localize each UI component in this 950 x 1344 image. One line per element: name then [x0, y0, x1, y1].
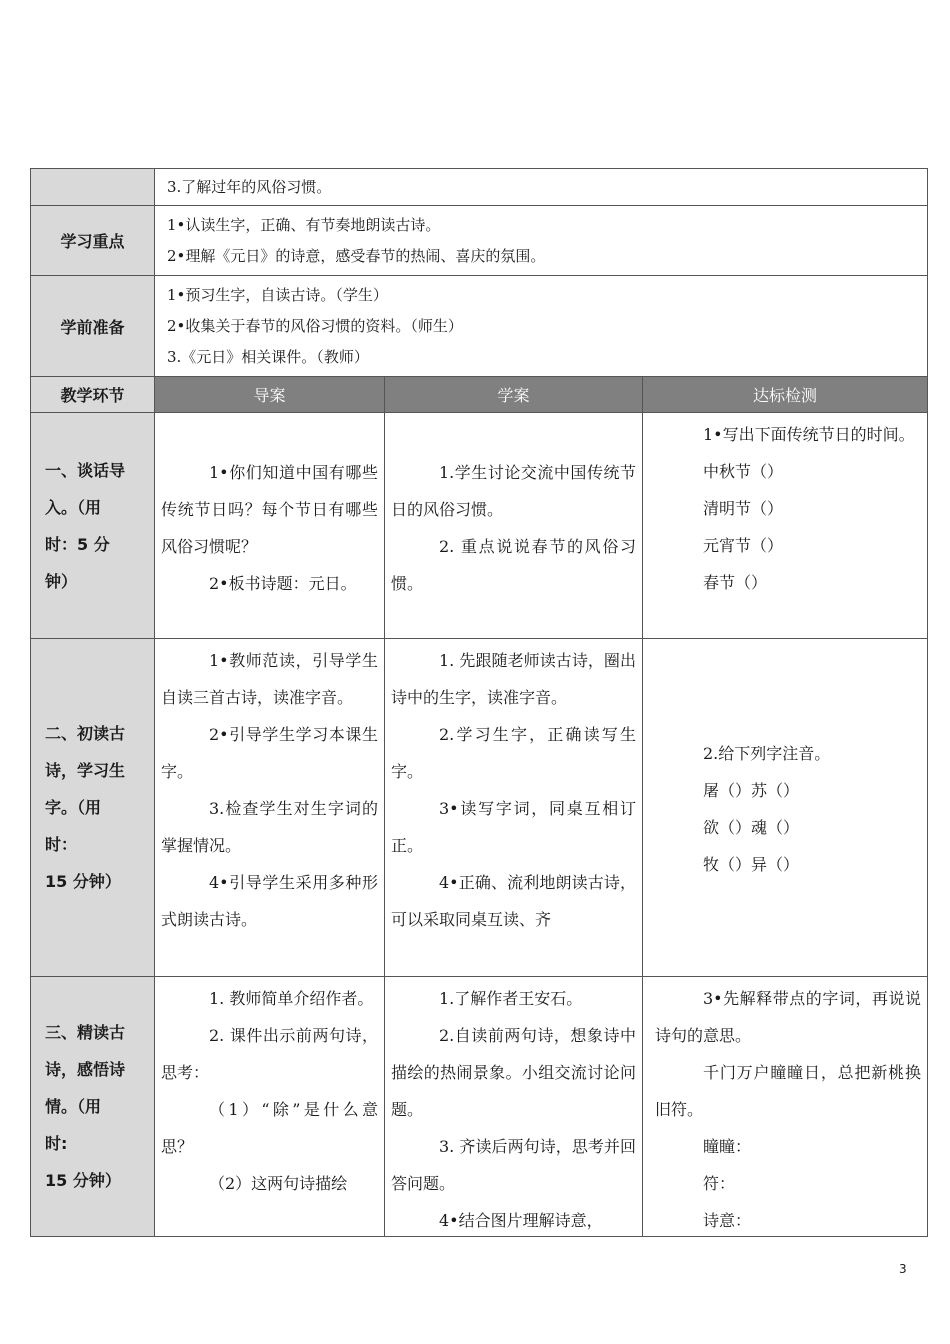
section-2-title-line: 诗，学习生: [45, 761, 126, 780]
guide-item: 2. 课件出示前两句诗，思考：: [161, 1026, 378, 1082]
check-item: 3•先解释带点的字词，再说说诗句的意思。: [655, 989, 921, 1045]
section-2-title-line: 15 分钟）: [45, 872, 121, 891]
guide-item: 1•你们知道中国有哪些传统节日吗？每个节日有哪些风俗习惯呢？: [161, 462, 378, 556]
page-number: 3: [899, 1262, 907, 1276]
check-item: 欲（）魂（）: [703, 818, 800, 837]
preparation-item-2: 2•收集关于春节的风俗习惯的资料。（师生）: [167, 316, 463, 335]
check-item: 牧（）异（）: [703, 855, 800, 874]
section-3-title-line: 15 分钟）: [45, 1171, 121, 1190]
header-check: 达标检测: [643, 377, 928, 413]
section-3-title-line: 三、精读古: [45, 1023, 126, 1042]
check-item: 千门万户瞳瞳日，总把新桃换旧符。: [655, 1063, 921, 1119]
study-item: 4•结合图片理解诗意，: [439, 1211, 603, 1230]
section-3-title-line: 时:: [45, 1134, 68, 1153]
check-item: 2.给下列字注音。: [703, 744, 831, 763]
key-points-label: 学习重点: [31, 206, 155, 276]
objective-3-text: 3.了解过年的风俗习惯。: [167, 177, 332, 196]
guide-item: 4•引导学生采用多种形式朗读古诗。: [161, 873, 378, 929]
key-points-content: [155, 206, 928, 276]
study-item: 1. 先跟随老师读古诗，圈出诗中的生字，读准字音。: [391, 651, 636, 707]
section-3-guide: [155, 977, 385, 1237]
check-item: 中秋节（）: [703, 462, 784, 481]
guide-item: （2）这两句诗描绘: [209, 1174, 348, 1193]
study-item: 4•正确、流利地朗读古诗，可以采取同桌互读、齐: [391, 873, 636, 929]
section-1-study: [385, 413, 643, 639]
guide-item: （1）“除”是什么意思？: [161, 1100, 378, 1156]
study-item: 2.自读前两句诗，想象诗中描绘的热闹景象。小组交流讨论问题。: [391, 1026, 636, 1119]
check-item: 诗意：: [703, 1211, 752, 1230]
section-2-guide: [155, 639, 385, 977]
check-item: 瞳瞳：: [703, 1137, 752, 1156]
section-2-title: [31, 639, 155, 977]
study-item: 3•读写字词，同桌互相订正。: [391, 799, 636, 855]
preparation-item-3: 3.《元日》相关课件。（教师）: [167, 347, 369, 366]
header-stage: 教学环节: [31, 377, 155, 413]
guide-item: 1•教师范读，引导学生自读三首古诗，读准字音。: [161, 651, 378, 707]
preparation-item-1: 1•预习生字，自读古诗。（学生）: [167, 285, 388, 304]
preparation-content: [155, 276, 928, 377]
section-2-check: [643, 639, 928, 977]
section-1-title-line: 一、谈话导: [45, 460, 126, 480]
guide-item: 2•引导学生学习本课生字。: [161, 725, 378, 781]
section-1-title-line: 入。（用: [45, 497, 102, 517]
check-item: 春节（）: [703, 573, 768, 592]
section-2-title-line: 时：: [45, 835, 78, 854]
study-item: 2.学习生字，正确读写生字。: [391, 725, 636, 781]
lesson-plan-table: [30, 168, 927, 1237]
preparation-label: 学前准备: [31, 276, 155, 377]
objective-3: [155, 169, 928, 206]
check-item: 元宵节（）: [703, 536, 784, 555]
section-1-check: [643, 413, 928, 639]
section-3-study: [385, 977, 643, 1237]
study-item: 1.学生讨论交流中国传统节日的风俗习惯。: [391, 462, 636, 519]
study-item: 3. 齐读后两句诗，思考并回答问题。: [391, 1137, 636, 1193]
header-guide: 导案: [155, 377, 385, 413]
study-item: 1.了解作者王安石。: [439, 989, 583, 1008]
objectives-label-cell: [31, 169, 155, 206]
section-3-title-line: 诗，感悟诗: [45, 1060, 126, 1079]
check-item: 1•写出下面传统节日的时间。: [703, 425, 915, 444]
section-2-title-line: 字。（用: [45, 798, 102, 817]
guide-item: 3.检查学生对生字词的掌握情况。: [161, 799, 378, 855]
header-study: 学案: [385, 377, 643, 413]
check-item: 符：: [703, 1174, 736, 1193]
section-3-title: [31, 977, 155, 1237]
guide-item: 1. 教师简单介绍作者。: [209, 989, 374, 1008]
section-1-title: [31, 413, 155, 639]
key-point-1: 1•认读生字，正确、有节奏地朗读古诗。: [167, 215, 441, 234]
section-3-check: [643, 977, 928, 1237]
section-2-study: [385, 639, 643, 977]
check-item: 清明节（）: [703, 499, 784, 518]
section-1-guide: [155, 413, 385, 639]
section-2-title-line: 二、初读古: [45, 724, 126, 743]
check-item: 屠（）苏（）: [703, 781, 800, 800]
section-1-title-line: 时：5 分: [45, 534, 110, 554]
study-item: 2. 重点说说春节的风俗习惯。: [391, 536, 636, 593]
section-3-title-line: 情。（用: [45, 1097, 102, 1116]
guide-item: 2•板书诗题：元日。: [209, 573, 357, 593]
key-point-2: 2•理解《元日》的诗意，感受春节的热闹、喜庆的氛围。: [167, 246, 546, 265]
section-1-title-line: 钟）: [45, 571, 78, 591]
